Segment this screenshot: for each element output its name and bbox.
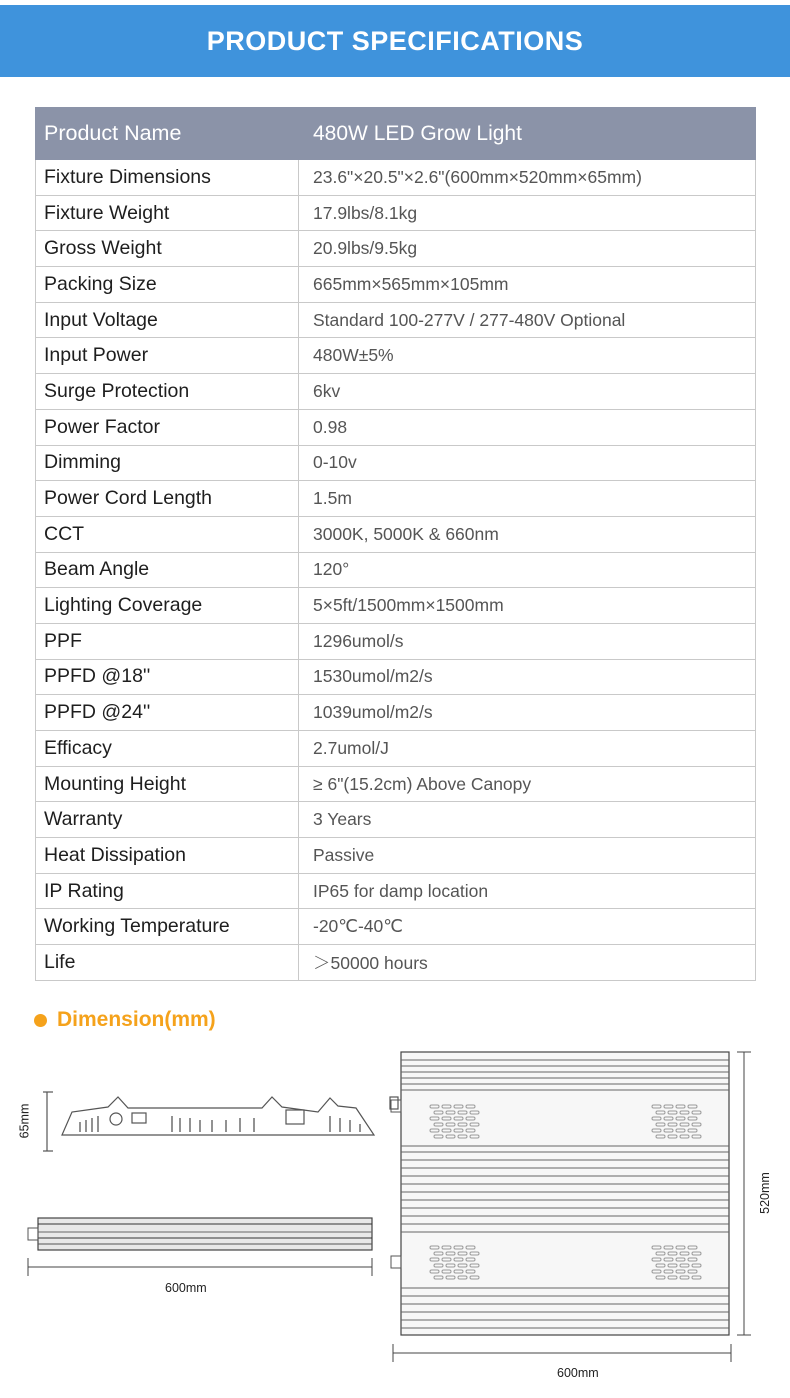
spec-label: CCT (36, 516, 299, 552)
spec-label: Input Power (36, 338, 299, 374)
spec-label: PPFD @18'' (36, 659, 299, 695)
spec-label: Lighting Coverage (36, 588, 299, 624)
spec-label: Gross Weight (36, 231, 299, 267)
spec-label: Fixture Weight (36, 195, 299, 231)
spec-label: Packing Size (36, 267, 299, 303)
spec-label: Beam Angle (36, 552, 299, 588)
spec-label: Working Temperature (36, 909, 299, 945)
spec-value: 20.9lbs/9.5kg (299, 231, 756, 267)
side-width-dimension-label: 600mm (165, 1281, 207, 1295)
spec-label: Power Cord Length (36, 481, 299, 517)
spec-value: 2.7umol/J (299, 731, 756, 767)
spec-value: 1.5m (299, 481, 756, 517)
front-profile-drawing (43, 1092, 398, 1151)
spec-value: -20℃-40℃ (299, 909, 756, 945)
page-title: PRODUCT SPECIFICATIONS (206, 25, 584, 56)
spec-value: 0-10v (299, 445, 756, 481)
spec-value: 665mm×565mm×105mm (299, 267, 756, 303)
spec-label: PPF (36, 623, 299, 659)
spec-value: 3000K, 5000K & 660nm (299, 516, 756, 552)
spec-value: Passive (299, 838, 756, 874)
spec-value: 1296umol/s (299, 623, 756, 659)
spec-value: 17.9lbs/8.1kg (299, 195, 756, 231)
spec-value: Standard 100-277V / 277-480V Optional (299, 302, 756, 338)
side-view-drawing (28, 1218, 372, 1276)
spec-label: Fixture Dimensions (36, 160, 299, 196)
height-dimension-label: 65mm (17, 1103, 32, 1139)
spec-label: Mounting Height (36, 766, 299, 802)
dimension-title: Dimension(mm) (57, 1008, 216, 1031)
spec-label: Heat Dissipation (36, 838, 299, 874)
spec-value: 5×5ft/1500mm×1500mm (299, 588, 756, 624)
spec-value: 1530umol/m2/s (299, 659, 756, 695)
header-label: Product Name (36, 108, 299, 160)
spec-label: Power Factor (36, 409, 299, 445)
spec-value: 120° (299, 552, 756, 588)
spec-label: Dimming (36, 445, 299, 481)
spec-value: 480W±5% (299, 338, 756, 374)
spec-label: Surge Protection (36, 374, 299, 410)
spec-value: IP65 for damp location (299, 873, 756, 909)
top-width-dimension-label: 600mm (557, 1366, 599, 1380)
spec-value: 0.98 (299, 409, 756, 445)
spec-label: Warranty (36, 802, 299, 838)
spec-label: Input Voltage (36, 302, 299, 338)
spec-label: Life (36, 945, 299, 981)
spec-label: IP Rating (36, 873, 299, 909)
spec-value: 3 Years (299, 802, 756, 838)
header-value: 480W LED Grow Light (299, 108, 756, 160)
spec-value: 1039umol/m2/s (299, 695, 756, 731)
top-height-dimension-label: 520mm (757, 1172, 772, 1214)
spec-value: 23.6"×20.5"×2.6"(600mm×520mm×65mm) (299, 160, 756, 196)
spec-label: Efficacy (36, 731, 299, 767)
spec-value: ＞50000 hours (299, 945, 756, 981)
spec-value: 6kv (299, 374, 756, 410)
top-view-drawing (391, 1052, 751, 1362)
spec-value: ≥ 6"(15.2cm) Above Canopy (299, 766, 756, 802)
spec-label: PPFD @24'' (36, 695, 299, 731)
